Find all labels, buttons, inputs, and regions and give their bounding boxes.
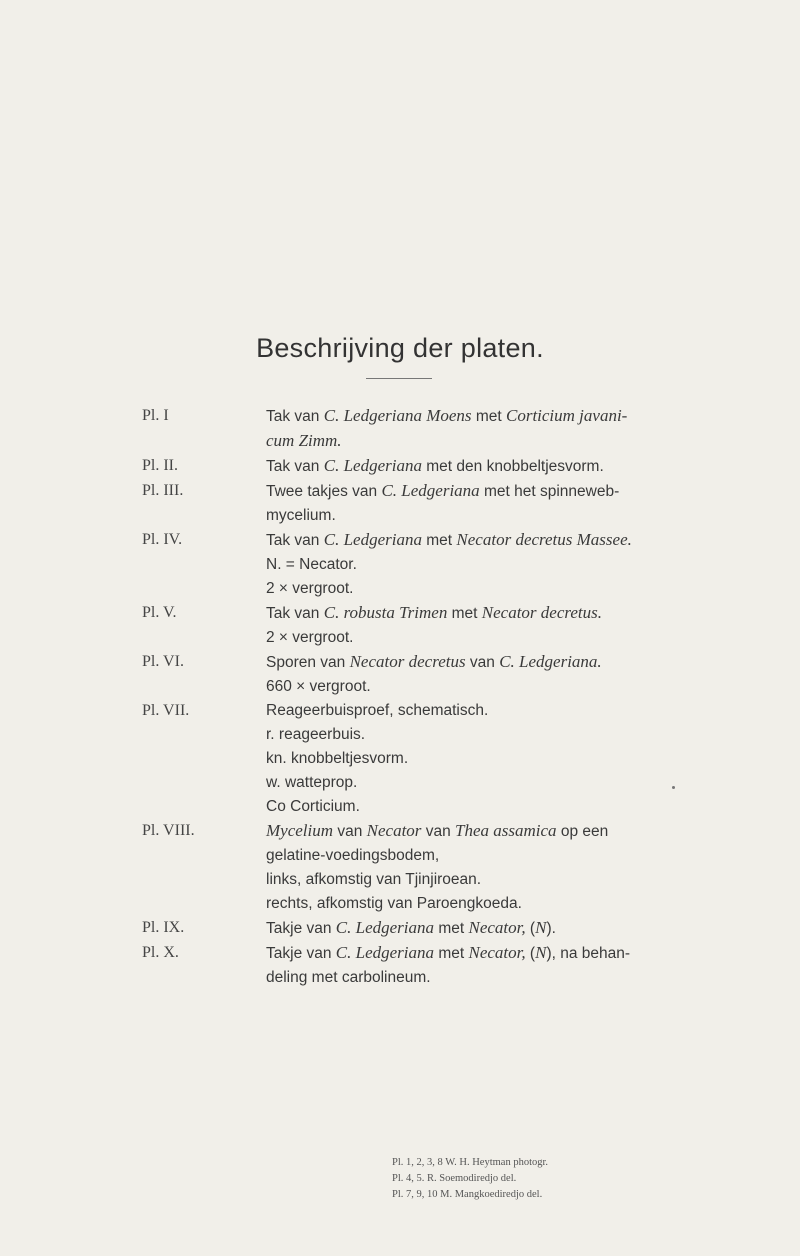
plate-label: Pl. II. (142, 457, 178, 474)
plate-entry (0, 601, 800, 650)
italic-name: C. Ledgeriana (323, 456, 422, 475)
description-line: w. watteprop. (266, 774, 358, 791)
plate-label: Pl. IX. (142, 919, 185, 936)
italic-name: C. Ledgeriana (323, 530, 422, 549)
description-line: deling met carbolineum. (266, 969, 431, 986)
plate-description (266, 650, 686, 699)
description-line: gelatine-voedingsbodem, (266, 847, 440, 864)
plate-description (266, 699, 686, 819)
plate-description (266, 916, 686, 941)
description-line: 660 × vergroot. (266, 678, 371, 695)
plate-entry (0, 650, 800, 699)
italic-name: cum Zimm. (266, 431, 342, 450)
plate-description (266, 601, 686, 650)
plate-entry (0, 479, 800, 528)
credit-line: Pl. 1, 2, 3, 8 W. H. Heytman photogr. (392, 1157, 549, 1168)
italic-name: C. Ledgeriana Moens (323, 406, 472, 425)
description-line: r. reageerbuis. (266, 726, 366, 743)
plate-description (266, 528, 686, 601)
description-line: Takje van C. Ledgeriana met Necator, (N). (266, 918, 556, 937)
plate-entry (0, 941, 800, 990)
plate-entry (0, 528, 800, 601)
plate-entry (0, 404, 800, 454)
italic-name: Corticium javani- (505, 406, 628, 425)
plate-label: Pl. VIII. (142, 822, 195, 839)
description-line: Co Corticium. (266, 798, 360, 815)
description-line: rechts, afkomstig van Paroengkoeda. (266, 895, 522, 912)
italic-name: Necator (366, 821, 422, 840)
credits-block (392, 1155, 548, 1203)
description-line: Sporen van Necator decretus van C. Ledgeriana. (266, 652, 602, 671)
description-line: Tak van C. robusta Trimen met Necator decretus. (266, 603, 603, 622)
title-underline (366, 378, 432, 379)
description-line: mycelium. (266, 507, 336, 524)
italic-name: Necator decretus (349, 652, 466, 671)
plate-description (266, 479, 686, 528)
description-line: Tak van C. Ledgeriana met Necator decretus Massee. (266, 530, 632, 549)
description-line: Tak van C. Ledgeriana met den knobbeltjesvorm. (266, 456, 604, 475)
description-line: links, afkomstig van Tjinjiroean. (266, 871, 482, 888)
plate-description (266, 819, 686, 916)
plate-description (266, 404, 686, 454)
italic-name: Necator, (468, 918, 526, 937)
plate-entry (0, 819, 800, 916)
description-line: Mycelium van Necator van Thea assamica op een (266, 821, 609, 840)
italic-name: C. Ledgeriana. (499, 652, 602, 671)
page-title: Beschrijving der platen. (256, 333, 544, 363)
italic-name: C. Ledgeriana (335, 943, 435, 962)
credit-line: Pl. 7, 9, 10 M. Mangkoediredjo del. (392, 1189, 543, 1200)
italic-name: N (535, 943, 547, 962)
italic-name: N (535, 918, 547, 937)
plate-label: Pl. VII. (142, 702, 190, 719)
plate-label: Pl. I (142, 407, 169, 424)
description-line: 2 × vergroot. (266, 629, 354, 646)
description-line: Takje van C. Ledgeriana met Necator, (N), na behan- (266, 943, 631, 962)
speck-mark (672, 786, 675, 789)
description-line: 2 × vergroot. (266, 580, 354, 597)
plate-description (266, 941, 686, 990)
plate-label: Pl. III. (142, 482, 184, 499)
italic-name: Necator decretus Massee. (456, 530, 632, 549)
italic-name: C. Ledgeriana (381, 481, 480, 500)
italic-name: C. robusta Trimen (323, 603, 448, 622)
italic-name: C. Ledgeriana (335, 918, 435, 937)
plate-description (266, 454, 686, 479)
plate-descriptions (0, 404, 800, 990)
plate-entry (0, 454, 800, 479)
description-line: Tak van C. Ledgeriana Moens met Corticium javani- (266, 406, 628, 425)
plate-entry (0, 699, 800, 819)
plate-entry (0, 916, 800, 941)
description-line: N. = Necator. (266, 556, 357, 573)
italic-name: Necator decretus. (481, 603, 603, 622)
plate-label: Pl. X. (142, 944, 179, 961)
italic-name: Mycelium (266, 821, 334, 840)
description-line: kn. knobbeltjesvorm. (266, 750, 409, 767)
description-line (266, 429, 686, 454)
description-line: Reageerbuisproef, schematisch. (266, 702, 489, 719)
description-line: Twee takjes van C. Ledgeriana met het spinneweb- (266, 481, 620, 500)
plate-label: Pl. VI. (142, 653, 184, 670)
credit-line: Pl. 4, 5. R. Soemodiredjo del. (392, 1173, 517, 1184)
italic-name: Necator, (468, 943, 526, 962)
plate-label: Pl. IV. (142, 531, 183, 548)
italic-name: Thea assamica (455, 821, 557, 840)
plate-label: Pl. V. (142, 604, 177, 621)
